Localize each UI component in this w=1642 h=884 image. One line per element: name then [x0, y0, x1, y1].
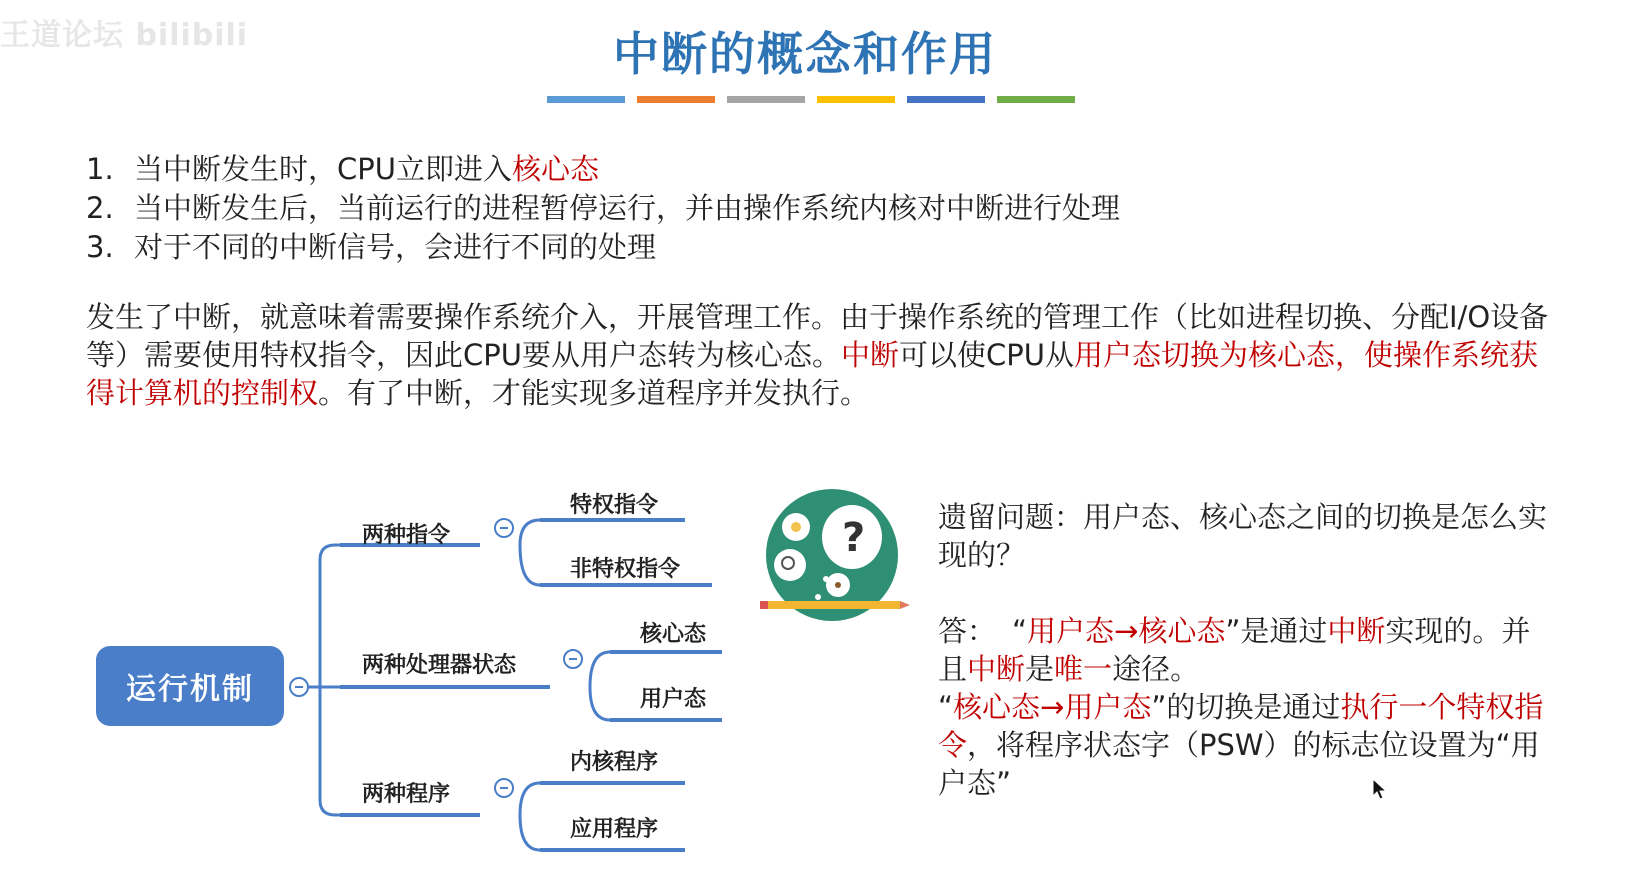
question-thinking-icon: [760, 485, 910, 625]
answer-highlight: 中断: [967, 652, 1026, 686]
answer-text-part: 途径。: [1112, 652, 1200, 686]
collapse-icon[interactable]: [289, 677, 309, 697]
mindmap-leaf[interactable]: 特权指令: [570, 493, 659, 518]
answer-text-part: “: [938, 690, 954, 724]
list-text: 当中断发生时，CPU立即进入: [134, 152, 512, 186]
paragraph-text: 发生了中断，就意味着需要操作系统介入，开展管理工作。由于操作系统的管理工作（比如进程切换、分配I/O设备等）需要使用特权指令，因此CPU要从用户态转为核心态。: [86, 300, 1549, 372]
answer-highlight: 唯一: [1054, 652, 1113, 686]
answer-text: [938, 612, 1558, 688]
list-highlight: 核心态: [511, 152, 599, 186]
collapse-icon[interactable]: [563, 649, 583, 669]
list-number: 2.: [86, 191, 114, 225]
watermark: 王道论坛 bilibili: [0, 18, 249, 53]
title-stripe-5: [907, 96, 985, 103]
list-text: 当中断发生后，当前运行的进程暂停运行，并由操作系统内核对中断进行处理: [134, 191, 1121, 225]
mouse-cursor-icon: [1372, 778, 1388, 800]
mindmap-leaf[interactable]: 非特权指令: [570, 557, 681, 582]
paragraph-text: 。有了中断，才能实现多道程序并发执行。: [318, 376, 870, 410]
title-stripe-4: [817, 96, 895, 103]
answer-text-part: 实现的。并且: [938, 614, 1531, 686]
answer-text-part: ，将程序状态字（PSW）的标志位设置为“用户态”: [938, 728, 1540, 800]
mindmap-leaf[interactable]: 用户态: [640, 687, 707, 712]
answer-text-2: [938, 688, 1558, 802]
list-text: 对于不同的中断信号，会进行不同的处理: [134, 230, 657, 264]
slide-title: 中断的概念和作用: [613, 27, 997, 81]
question-answer-block: [938, 498, 1558, 802]
paragraph-highlight: 用户态切换为核心态，使操作系统获得计算机的控制权: [86, 338, 1538, 410]
title-stripe-6: [997, 96, 1075, 103]
answer-highlight: 核心态→用户态: [953, 690, 1152, 724]
mindmap-leaf[interactable]: 应用程序: [570, 817, 659, 842]
mindmap-branch[interactable]: 两种处理器状态: [362, 653, 517, 678]
list-number: 3.: [86, 230, 114, 264]
list-number: 1.: [86, 152, 114, 186]
answer-text-part: “: [1012, 614, 1028, 648]
mindmap-leaf[interactable]: 核心态: [640, 622, 707, 647]
collapse-icon[interactable]: [494, 518, 514, 538]
mindmap-leaf[interactable]: 内核程序: [570, 750, 659, 775]
answer-text-part: ”的切换是通过: [1151, 690, 1341, 724]
answer-text-part: 是: [1025, 652, 1055, 686]
svg-text:?: ?: [842, 515, 866, 561]
collapse-icon[interactable]: [494, 778, 514, 798]
paragraph-highlight: 中断: [840, 338, 899, 372]
answer-highlight: 执行一个特权指令: [938, 690, 1544, 762]
answer-prefix: 答：: [938, 614, 997, 648]
answer-highlight: 中断: [1327, 614, 1386, 648]
mindmap-branch[interactable]: 两种指令: [362, 523, 451, 548]
question-text: 遗留问题：用户态、核心态之间的切换是怎么实现的？: [938, 500, 1548, 572]
mindmap-root-node[interactable]: 运行机制: [96, 646, 284, 726]
answer-text-part: ”是通过: [1225, 614, 1328, 648]
paragraph-text: 可以使CPU从: [898, 338, 1074, 372]
mindmap-branch[interactable]: 两种程序: [362, 782, 451, 807]
answer-highlight: 用户态→核心态: [1027, 614, 1226, 648]
